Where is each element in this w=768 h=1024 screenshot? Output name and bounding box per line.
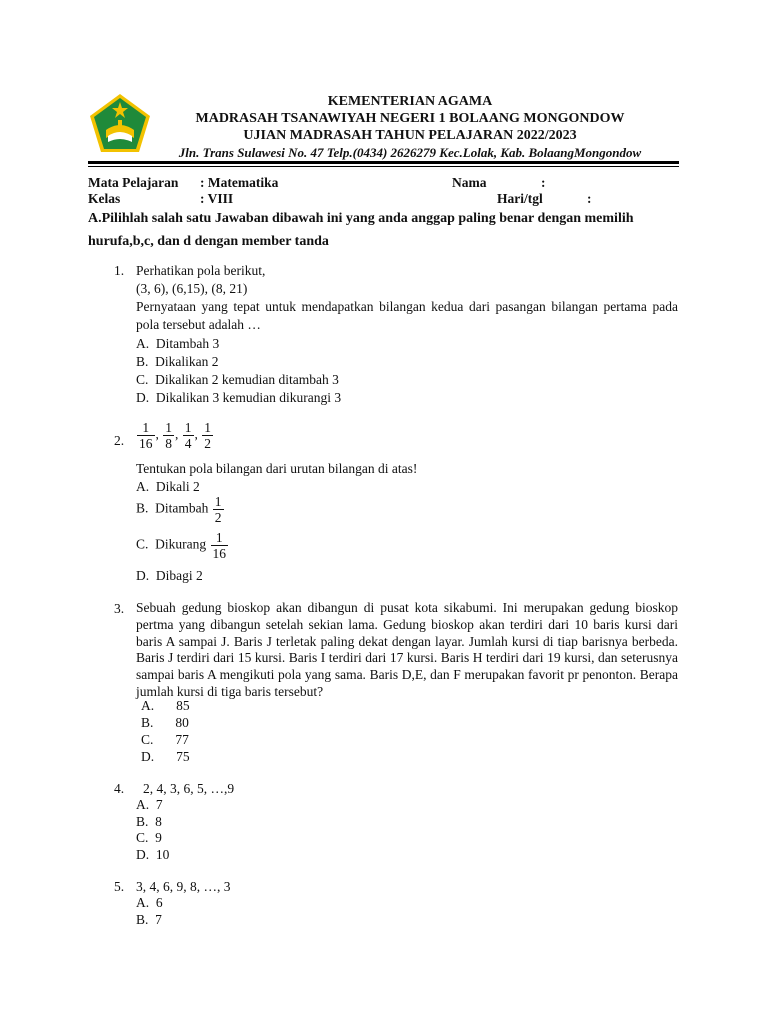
option-letter: A. [136,479,150,494]
header-divider [88,161,679,164]
option-c[interactable] [136,530,229,561]
option-letter: A. [136,895,150,910]
fraction: $\frac{1}{2}$ [204,420,211,451]
option-letter: C. [141,732,154,747]
option-c[interactable] [136,829,162,847]
option-letter: B. [136,354,149,369]
question-text: 2, 4, 3, 6, 5, …,9 [143,781,235,796]
option-letter: C. [136,536,149,552]
option-d[interactable] [136,846,169,864]
question-statement: Pernyataan yang tepat untuk mendapatkan bilangan kedua dari pasangan bilangan pertama pada pola tersebut adalah … [136,299,678,332]
option-letter: A. [136,336,150,351]
question-4-number: 4. [114,781,125,796]
option-b[interactable] [136,494,225,525]
exam-title: UJIAN MADRASAH TAHUN PELAJARAN 2022/2023 [243,128,577,143]
option-text: 10 [155,847,170,862]
option-letter: B. [136,912,149,927]
option-letter: B. [141,715,154,730]
option-d[interactable] [136,389,341,407]
name-colon: : [541,175,546,190]
question-5-number: 5. [114,879,125,894]
fraction: $\frac{1}{16}$ [212,530,227,561]
number-pairs: (3, 6), (6,15), (8, 21) [136,281,248,296]
kemenag-logo [88,92,152,156]
option-b[interactable] [136,353,219,371]
option-a[interactable] [136,796,163,814]
question-text: Sebuah gedung bioskop akan dibangun di pusat kota sikabumi. Ini merupakan gedung bioskop pertma yang dibangun setelah sekian lama. Gedung bioskop akan terdiri dari 10 baris kursi dari baris A sampai J. Baris J terletak paling dekat dengan layar. Jumlah kursi di tiap barisnya berbeda. Baris J terdiri dari 15 kursi. Baris I terdiri dari 17 kursi. Baris H terdiri dari 19 kursi, dan seterusnya sampai baris A mengikuti pola yang sama. Baris D,E, dan F merupakan favorit pr penonton. Berapa jumlah kursi di tiga baris tersebut? [136,600,678,699]
option-text: 7 [155,797,163,812]
option-text: Ditambah [155,500,209,516]
option-text: Dikali 2 [155,479,200,494]
fraction: $\frac{1}{4}$ [184,420,192,451]
option-a[interactable] [136,335,219,353]
option-text: Dikalikan 2 [155,354,219,369]
name-label: Nama [452,175,487,190]
option-letter: D. [136,390,150,405]
option-c[interactable] [141,731,189,749]
fraction: $\frac{1}{16}$ [139,420,153,451]
question-2-number: 2. [114,433,125,448]
option-letter: B. [136,814,149,829]
option-letter: A. [141,698,155,713]
school-address: Jln. Trans Sulawesi No. 47 Telp.(0434) 2626279 Kec.Lolak, Kab. BolaangMongondow [178,145,642,160]
subject-label: Mata Pelajaran [88,175,179,190]
option-letter: D. [136,847,150,862]
option-text: Dikurang [155,536,207,552]
fraction-sequence: $\frac{1}{16}$ , $\frac{1}{8}$ , $\frac{1}{4}$ , $\frac{1}{2}$ [139,420,211,451]
ministry-name: KEMENTERIAN AGAMA [327,94,493,109]
question-text: 3, 4, 6, 9, 8, …, 3 [136,879,231,894]
question-3-number: 3. [114,601,125,616]
option-letter: A. [136,797,150,812]
option-d[interactable] [136,567,203,585]
option-text: 85 [176,698,190,713]
option-text: Dibagi 2 [155,568,203,583]
question-number: 1. [114,263,125,278]
option-text: Dikalikan 2 kemudian ditambah 3 [155,372,339,387]
letterhead [150,93,670,161]
option-text: 9 [155,830,162,845]
option-c[interactable] [136,371,339,389]
option-text: 77 [175,732,189,747]
school-name: MADRASAH TSANAWIYAH NEGERI 1 BOLAANG MONGONDOW [195,111,625,126]
option-b[interactable] [141,714,189,732]
option-letter: C. [136,372,149,387]
option-a[interactable] [136,894,163,912]
question-text: Perhatikan pola berikut, [136,263,266,278]
option-letter: C. [136,830,149,845]
option-text: 75 [176,749,190,764]
instructions: A.Pilihlah salah satu Jawaban dibawah ini yang anda anggap paling benar dengan memilih hurufa,b,c, dan d dengan member tanda [88,211,634,249]
date-colon: : [587,191,592,206]
option-a[interactable] [141,697,190,715]
option-text: 7 [155,912,162,927]
option-text: 8 [155,814,162,829]
class-label: Kelas [88,191,121,206]
date-label: Hari/tgl [497,191,543,206]
option-b[interactable] [136,911,162,929]
fraction: $\frac{1}{2}$ [214,494,222,525]
option-text: Ditambah 3 [155,336,220,351]
header-divider-thin [88,166,679,167]
question-text: Tentukan pola bilangan dari urutan bilangan di atas! [136,461,418,476]
option-text: Dikalikan 3 kemudian dikurangi 3 [155,390,342,405]
option-letter: B. [136,500,149,516]
option-d[interactable] [141,748,190,766]
fraction: $\frac{1}{8}$ [165,420,172,451]
option-text: 80 [175,715,189,730]
class-value: : VIII [200,191,234,206]
subject-value: : Matematika [200,175,279,190]
option-text: 6 [155,895,163,910]
option-letter: D. [136,568,150,583]
option-letter: D. [141,749,155,764]
